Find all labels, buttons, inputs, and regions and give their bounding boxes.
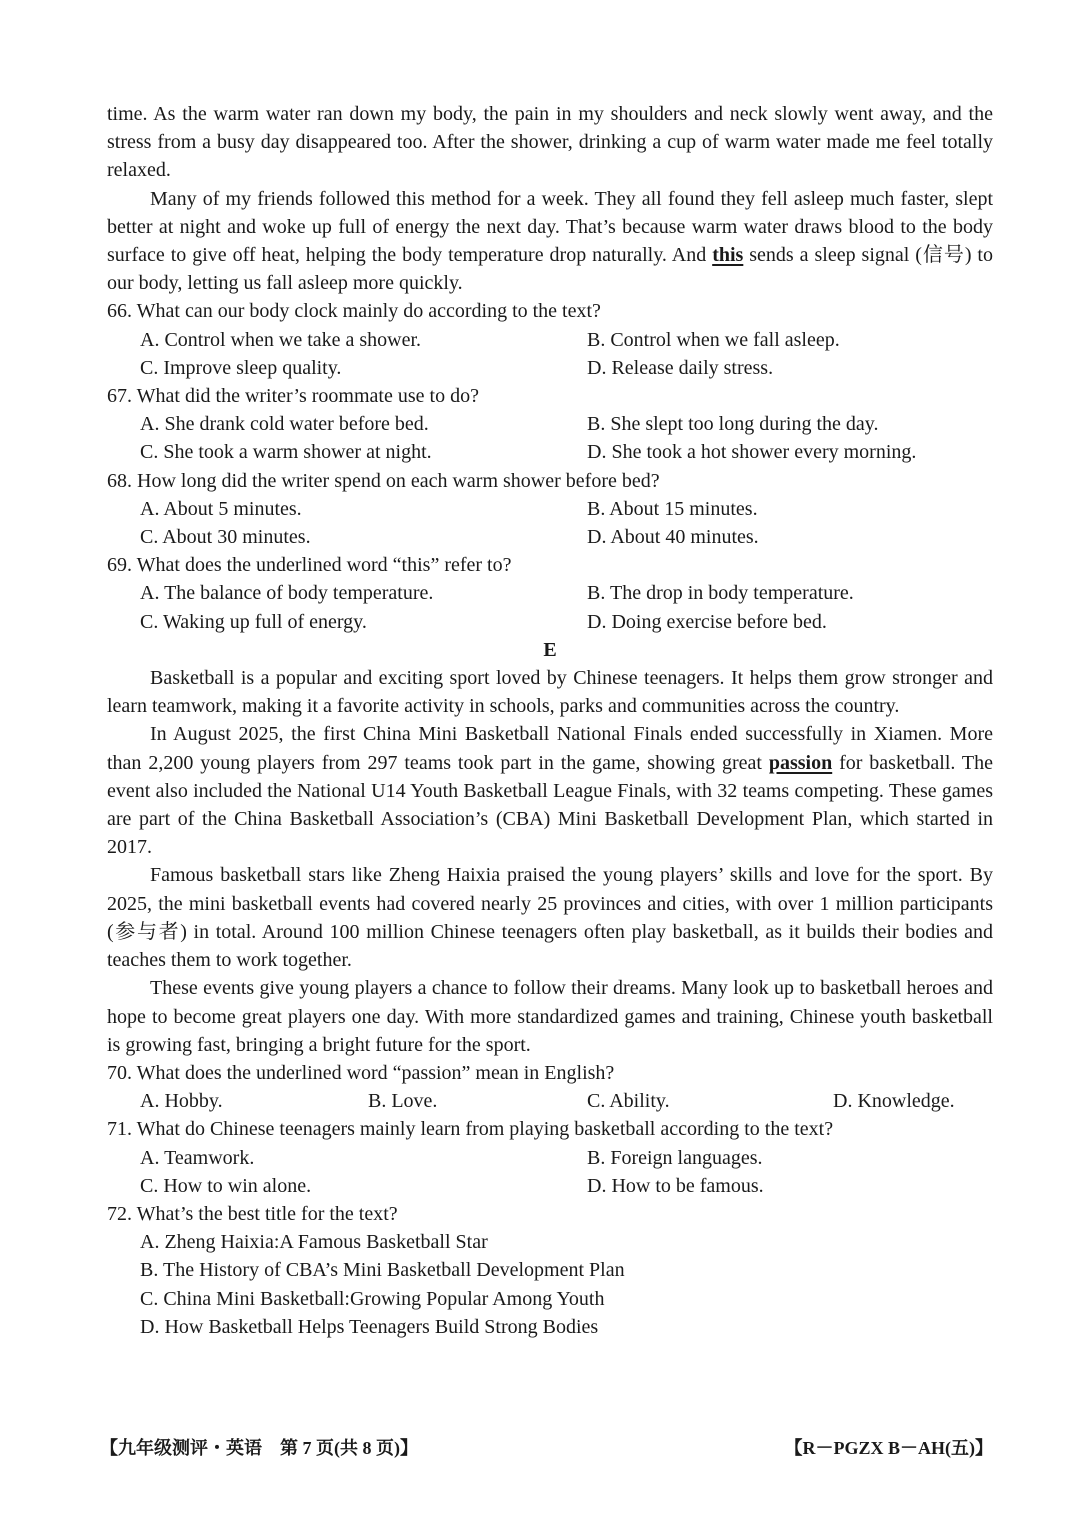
option-d: D. How to be famous. xyxy=(587,1174,764,1197)
option-c: C. How to win alone. xyxy=(140,1174,312,1197)
option-b: B. The History of CBA’s Mini Basketball Development Plan xyxy=(140,1259,625,1282)
option-a: A. About 5 minutes. xyxy=(140,497,302,520)
passage-e-paragraph-1: Basketball is a popular and exciting sport loved by Chinese teenagers. It helps them grow stronger and learn teamwork, making it a favorite activity in schools, parks and communities across the country. xyxy=(107,667,993,718)
question-text: 72. What’s the best title for the text? xyxy=(107,1202,398,1225)
option-b: B. The drop in body temperature. xyxy=(587,582,854,605)
option-b: B. She slept too long during the day. xyxy=(587,413,879,436)
option-b: B. Foreign languages. xyxy=(587,1146,763,1169)
question-text: 69. What does the underlined word “this” refer to? xyxy=(107,554,512,577)
passage-e-paragraph-3: Famous basketball stars like Zheng Haixia praised the young players’ skills and love for the sport. By 2025, the mini basketball events had covered nearly 25 provinces and cities, with over 1 million participants (参与者) in total. Around 100 million Chinese teenagers often play basketball, as it builds their bodies and teaches them to work together. xyxy=(107,864,993,972)
option-c: C. She took a warm shower at night. xyxy=(140,441,432,464)
question-text: 71. What do Chinese teenagers mainly learn from playing basketball according to the text? xyxy=(107,1118,834,1141)
option-d: D. Release daily stress. xyxy=(587,356,774,379)
option-c: C. Ability. xyxy=(587,1090,670,1113)
question-68 xyxy=(107,467,993,552)
exam-page xyxy=(107,100,993,1341)
question-text: 67. What did the writer’s roommate use to do? xyxy=(107,385,479,408)
question-72 xyxy=(107,1200,993,1341)
option-a: A. She drank cold water before bed. xyxy=(140,413,429,436)
passage-d-paragraph-1: time. As the warm water ran down my body, the pain in my shoulders and neck slowly went away, and the stress from a busy day disappeared too. After the shower, drinking a cup of warm water made me feel totally relaxed. xyxy=(107,103,993,182)
section-e-heading: E xyxy=(543,638,557,661)
option-a: A. The balance of body temperature. xyxy=(140,582,434,605)
option-b: B. Love. xyxy=(368,1090,438,1113)
option-c: C. Waking up full of energy. xyxy=(140,610,367,633)
option-d: D. How Basketball Helps Teenagers Build Strong Bodies xyxy=(140,1315,599,1338)
question-text: 66. What can our body clock mainly do according to the text? xyxy=(107,300,601,323)
passage-e-paragraph-2: In August 2025, the first China Mini Basketball National Finals ended successfully in Xiamen. More than 2,200 young players from 297 teams took part in the game, showing great passion for basketball. The event also included the National U14 Youth Basketball League Finals, with 32 teams competing. These games are part of the China Basketball Association’s (CBA) Mini Basketball Development Plan, which started in 2017. xyxy=(107,723,993,859)
option-d: D. She took a hot shower every morning. xyxy=(587,441,917,464)
page-footer xyxy=(100,1434,993,1460)
underlined-word-passion: passion xyxy=(768,751,833,774)
passage-d-paragraph-2: Many of my friends followed this method for a week. They all found they fell asleep much faster, slept better at night and woke up full of energy the next day. That’s because warm water draws blood to the body surface to give off heat, helping the body temperature drop naturally. And this sends a sleep signal (信号) to our body, letting us fall asleep more quickly. xyxy=(107,187,993,295)
question-66 xyxy=(107,297,993,382)
option-d: D. Doing exercise before bed. xyxy=(587,610,827,633)
question-70 xyxy=(107,1059,993,1115)
option-a: A. Teamwork. xyxy=(140,1146,255,1169)
option-a: A. Hobby. xyxy=(140,1090,223,1113)
option-d: D. Knowledge. xyxy=(833,1090,955,1113)
option-a: A. Control when we take a shower. xyxy=(140,328,422,351)
option-c: C. Improve sleep quality. xyxy=(140,356,342,379)
option-a: A. Zheng Haixia:A Famous Basketball Star xyxy=(140,1231,488,1254)
option-b: B. Control when we fall asleep. xyxy=(587,328,840,351)
underlined-word-this: this xyxy=(712,244,744,267)
question-71 xyxy=(107,1115,993,1200)
footer-exam-code: 【R－PGZX B－AH(五)】 xyxy=(784,1438,993,1458)
option-d: D. About 40 minutes. xyxy=(587,526,759,549)
question-67 xyxy=(107,382,993,467)
option-c: C. China Mini Basketball:Growing Popular Among Youth xyxy=(140,1287,605,1310)
question-69 xyxy=(107,551,993,636)
footer-page-info: 【九年级测评・英语 第 7 页(共 8 页)】 xyxy=(100,1438,418,1458)
question-text: 70. What does the underlined word “passion” mean in English? xyxy=(107,1061,615,1084)
option-b: B. About 15 minutes. xyxy=(587,497,758,520)
passage-e-paragraph-4: These events give young players a chance to follow their dreams. Many look up to basketball heroes and hope to become great players one day. With more standardized games and training, Chinese youth basketball is growing fast, bringing a bright future for the sport. xyxy=(107,977,993,1056)
option-c: C. About 30 minutes. xyxy=(140,526,311,549)
question-text: 68. How long did the writer spend on each warm shower before bed? xyxy=(107,469,660,492)
